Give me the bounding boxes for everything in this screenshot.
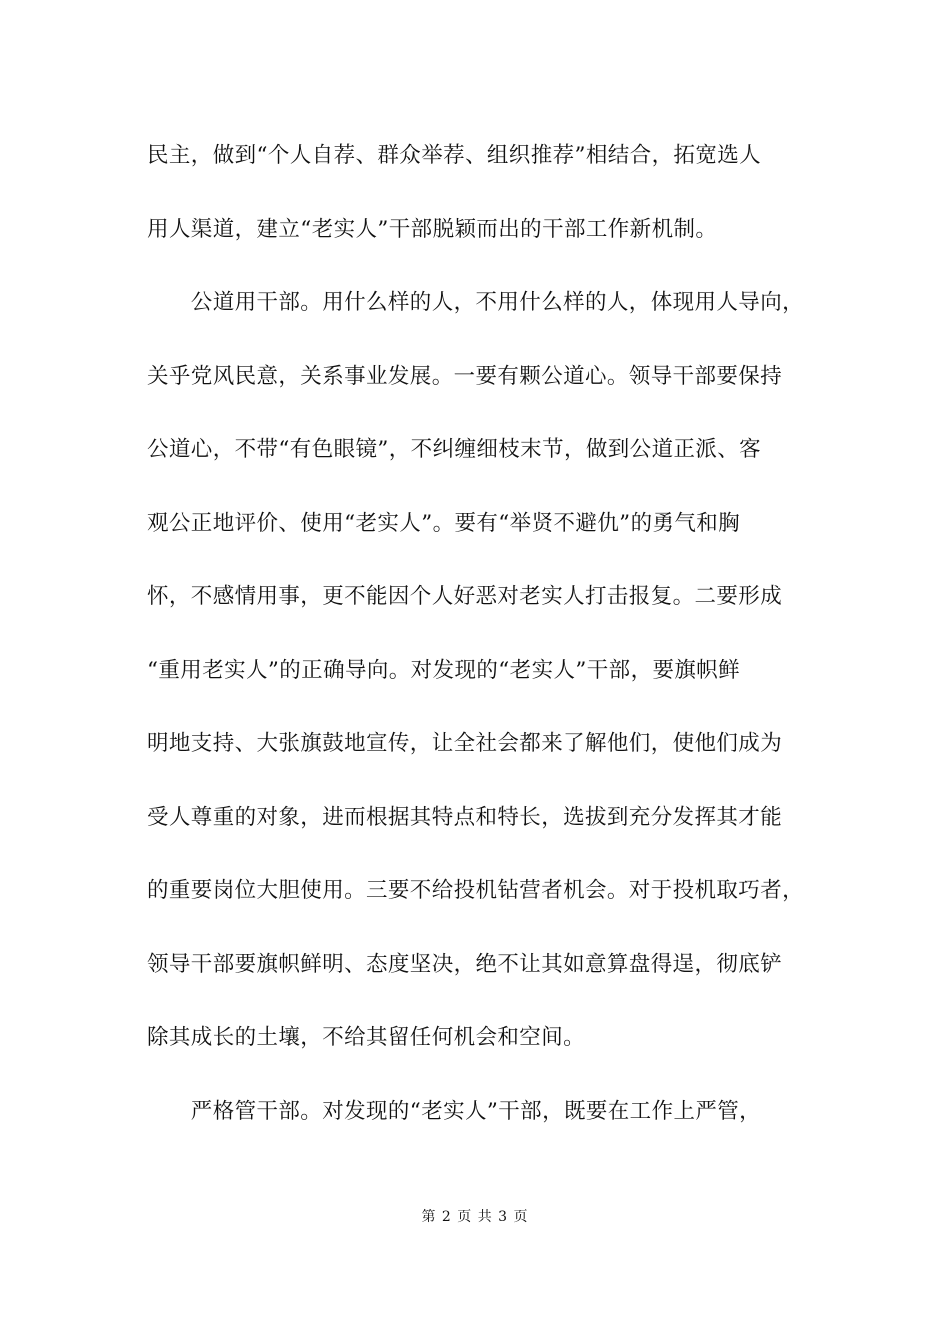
text-line: 怀，不感情用事，更不能因个人好恶对老实人打击报复。二要形成	[147, 584, 783, 609]
text-line: 除其成长的土壤，不给其留任何机会和空间。	[147, 1025, 586, 1050]
text-line: 公道用干部。用什么样的人，不用什么样的人，体现用人导向，	[147, 290, 805, 315]
text-line: 严格管干部。对发现的“老实人”干部，既要在工作上严管，	[147, 1098, 762, 1124]
text-line: 用人渠道，建立“老实人”干部脱颖而出的干部工作新机制。	[147, 216, 718, 242]
text-line: 观公正地评价、使用“老实人”。要有“举贤不避仇”的勇气和胸	[147, 510, 741, 536]
page-footer	[0, 1206, 950, 1226]
body-text	[147, 133, 807, 1162]
page-number-label: 第 2 页 共 3 页	[421, 1209, 529, 1225]
text-line: 受人尊重的对象，进而根据其特点和特长，选拔到充分发挥其才能	[147, 804, 783, 830]
text-line: 领导干部要旗帜鲜明、态度坚决，绝不让其如意算盘得逞，彻底铲	[147, 951, 783, 977]
text-line: 关乎党风民意，关系事业发展。一要有颗公道心。领导干部要保持	[147, 363, 783, 389]
text-line: 公道心，不带“有色眼镜”，不纠缠细枝末节，做到公道正派、客	[147, 437, 762, 462]
text-line: “重用老实人”的正确导向。对发现的“老实人”干部，要旗帜鲜	[147, 657, 741, 683]
text-line: 的重要岗位大胆使用。三要不给投机钻营者机会。对于投机取巧者，	[147, 878, 805, 903]
text-line: 明地支持、大张旗鼓地宣传，让全社会都来了解他们，使他们成为	[147, 731, 783, 756]
text-line: 民主，做到“个人自荐、群众举荐、组织推荐”相结合，拓宽选人	[147, 143, 762, 168]
